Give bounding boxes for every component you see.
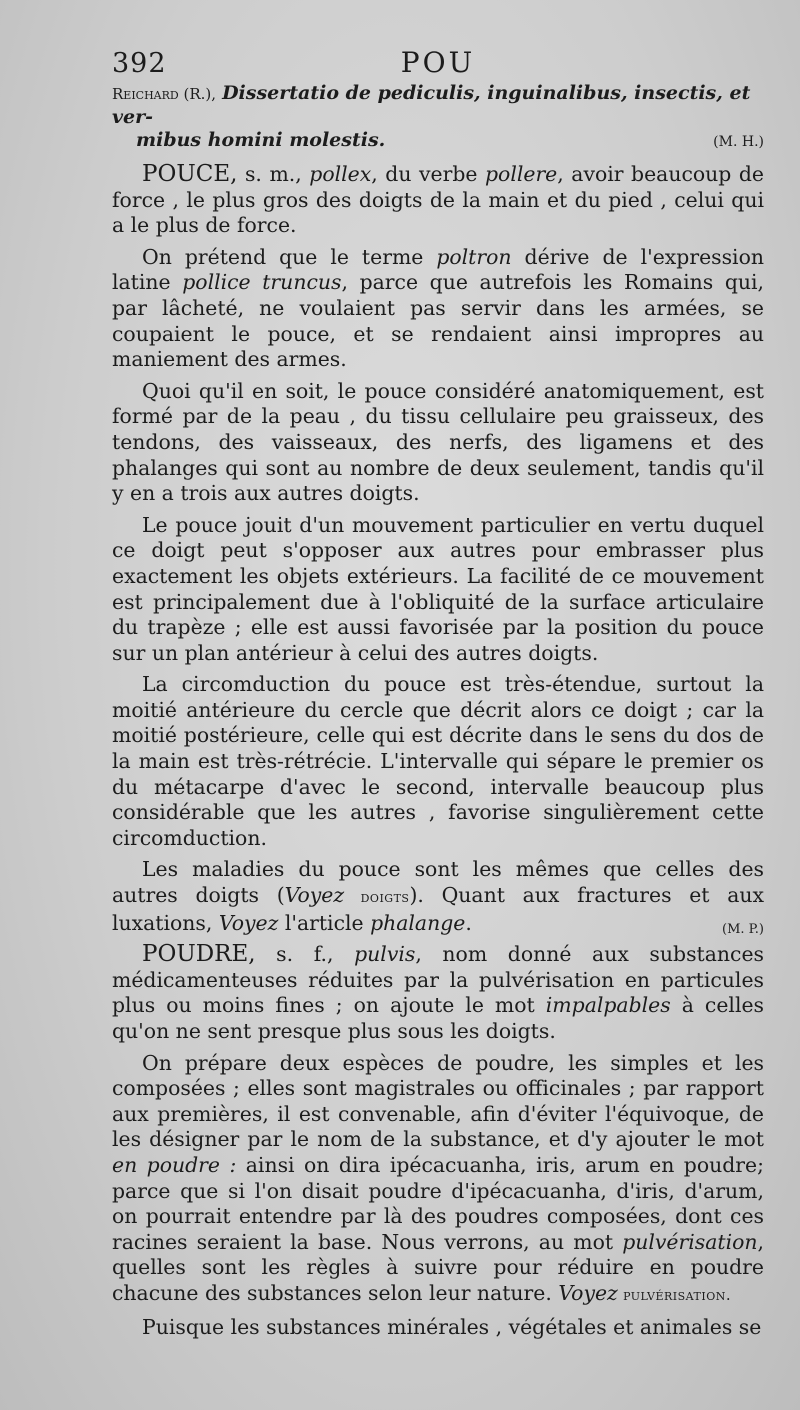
- biblio-title-part1: Dissertatio de pediculis, inguinalibus, insectis, et ver-: [112, 82, 751, 128]
- paragraph-substances: Puisque les substances minérales , végétales et animales se: [142, 1314, 762, 1339]
- paragraph-poltron: On prétend que le terme poltron dérive de l'expression latine pollice truncus, parce que autrefois les Romains qui, par lâcheté, ne voulaient pas servir dans les armées, se coupaient le pouce, et se rendaient ainsi impropres au maniement des armes.: [112, 244, 765, 372]
- running-head: POU: [400, 46, 476, 79]
- bibliography-reference: [112, 82, 764, 152]
- paragraph-maladies: Les maladies du pouce sont les mêmes que celles des autres doigts (Voyez doigts). Quant aux fractures et aux luxations, Voyez l'article phalange. (M. P.): [112, 857, 764, 936]
- page-number: 392: [112, 48, 167, 79]
- entry-poudre-definition: POUDRE, s. f., pulvis, nom donné aux substances médicamenteuses réduites par la pulvérisation en particules plus ou moins fines ; on ajoute le mot impalpables à celles qu'on ne sent presque plus sous les doigts.: [112, 941, 764, 1043]
- verb-pollere: pollere: [485, 162, 558, 186]
- crossref-phalange: phalange: [370, 910, 466, 935]
- paragraph-movement: Le pouce jouit d'un mouvement particulier en vertu duquel ce doigt peut s'opposer aux autres pour embrasser plus exactement les objets extérieurs. La facilité de ce mouvement est principalement due à l'obliquité de la surface articulaire du trapèze ; elle est aussi favorisée par la position du pouce sur un plan antérieur à celui des autres doigts.: [112, 512, 764, 665]
- headword-poudre: POUDRE,: [142, 941, 256, 968]
- paragraph-preparation: On prépare deux espèces de poudre, les simples et les composées ; elles sont magistrales ou officinales ; par rapport aux premières, il est convenable, afin d'éviter l'équivoque, de les désigner par le nom de la substance, et d'y ajouter le mot en poudre : ainsi on dira ipécacuanha, iris, arum en poudre; parce que si l'on disait poudre d'ipécacuanha, d'iris, d'arum, on pourrait entendre par là des poudres composées, dont ces racines seraient la base. Nous verrons, au mot pulvérisation, quelles sont les règles à suivre pour réduire en poudre chacune des substances selon leur nature. Voyez pulvérisation.: [112, 1050, 764, 1305]
- crossref-pulverisation: pulvérisation.: [617, 1285, 732, 1304]
- crossref-doigts: doigts: [344, 888, 410, 907]
- entry-pouce-signature: (M. P.): [722, 921, 764, 937]
- biblio-title-part2: mibus homini molestis.: [136, 129, 386, 151]
- biblio-author: Reichard (R.),: [112, 85, 217, 103]
- biblio-signature: (M. H.): [713, 134, 764, 150]
- latin-pollex: pollex: [309, 162, 372, 186]
- page-header: [112, 40, 764, 82]
- paragraph-circumduction: La circomduction du pouce est très-étendue, surtout la moitié antérieure du cercle que décrit alors ce doigt ; car la moitié postérieure, celle qui est décrite dans le sens du dos de la main est très-rétrécie. L'intervalle qui sépare le premier os du métacarpe d'avec le second, intervalle beaucoup plus considérable que les autres , favorise singulièrement cette circomduction.: [112, 672, 764, 850]
- entry-pouce-definition: POUCE, s. m., pollex, du verbe pollere, avoir beaucoup de force , le plus gros des doigts de la main et du pied , celui qui a le plus de force.: [112, 161, 764, 238]
- latin-pulvis: pulvis: [354, 942, 416, 967]
- headword-pouce: POUCE,: [142, 161, 238, 187]
- paragraph-anatomy: Quoi qu'il en soit, le pouce considéré anatomiquement, est formé par de la peau , du tissu cellulaire peu graisseux, des tendons, des vaisseaux, des nerfs, des ligamens et des phalanges qui sont au nombre de deux seulement, tandis qu'il y en a trois aux autres doigts.: [112, 378, 764, 506]
